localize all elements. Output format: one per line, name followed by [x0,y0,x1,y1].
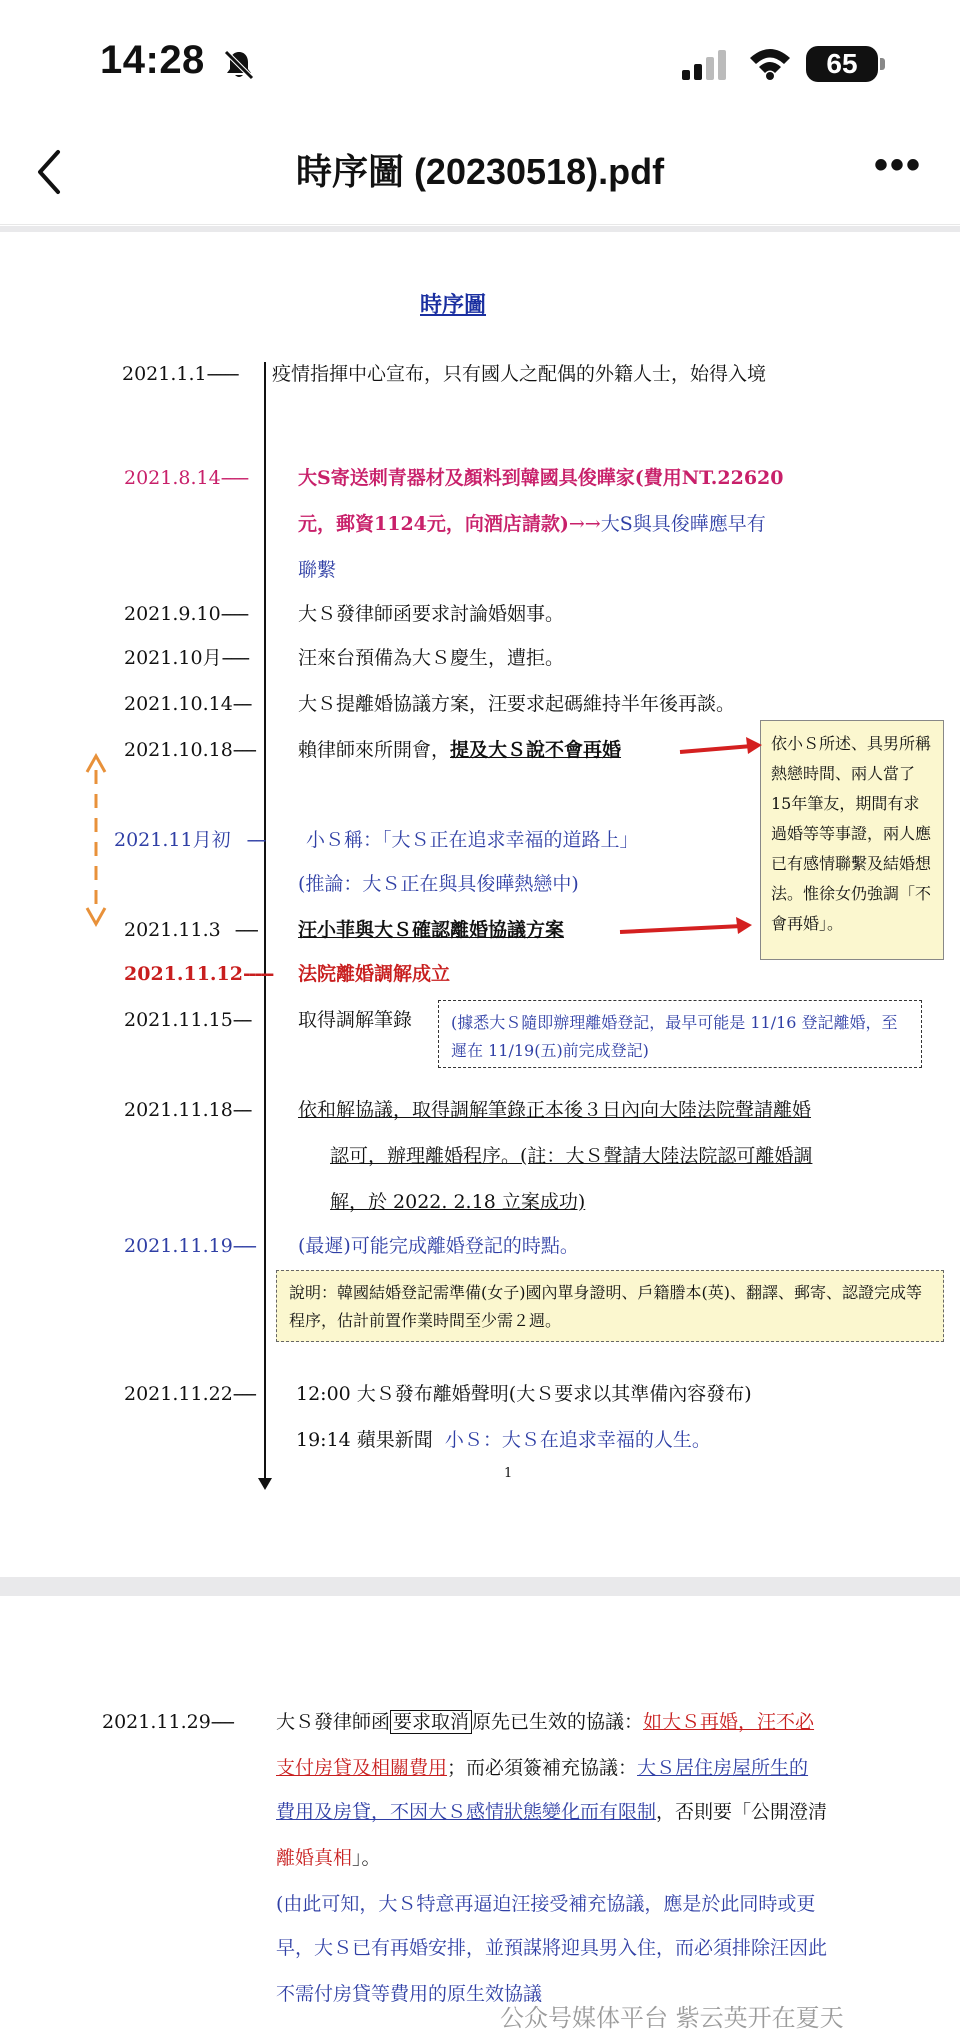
timeline-date: 2021.9.10------ [124,603,248,625]
timeline-axis [264,362,266,1482]
back-chevron-icon[interactable] [30,144,70,200]
timeline-date: 2021.8.14------ [124,467,248,489]
timeline-event-line: 聯繫 [298,559,337,581]
battery-tip [880,58,885,70]
timeline-event-line: (由此可知，大Ｓ特意再逼迫汪接受補充協議，應是於此同時或更 [276,1893,816,1915]
timeline-event: 大Ｓ發律師函要求討論婚姻事。 [298,603,565,625]
double-arrow-icon: →→ [568,513,601,535]
wifi-icon [748,46,792,80]
timeline-date: 2021.11月初 ---- [114,829,265,851]
annotation-note-box: 依小Ｓ所述、具男所稱熱戀時間、兩人當了15年筆友，期間有求過婚等等事證，兩人應已有感情聯繫及結婚想法。惟徐女仍強調「不會再婚」。 [760,720,944,960]
status-bar [0,0,960,120]
timeline-event-line: 不需付房貸等費用的原生效協議 [276,1983,543,2005]
timeline-event: 大Ｓ發律師函 要求取消 原先已生效的協議：如大Ｓ再婚，汪不必 [276,1711,815,1733]
timeline-date: 2021.10.18----- [124,739,255,761]
nav-bar [0,120,960,225]
timeline-date: 2021.11.15---- [124,1009,251,1031]
explanation-box: 說明：韓國結婚登記需準備(女子)國內單身證明、戶籍謄本(英)、翻譯、郵寄、認證完成等程序，估計前置作業時間至少需２週。 [276,1270,944,1342]
doc-heading: 時序圖 [420,292,487,318]
battery-indicator: 65 [806,46,878,82]
timeline-event-line: 早，大Ｓ已有再婚安排，並預謀將迎具男入住，而必須排除汪因此 [276,1937,828,1959]
dashed-note-box: (據悉大Ｓ隨即辦理離婚登記，最早可能是 11/16 登記離婚，至遲在 11/19(五)前完成登記) [438,1000,922,1068]
timeline-event: 疫情指揮中心宣布，只有國人之配偶的外籍人士，始得入境 [272,363,767,385]
more-options-icon[interactable]: ••• [874,143,923,187]
timeline-date: 2021.11.12----- [124,963,273,985]
timeline-event: 取得調解筆錄 [298,1009,413,1031]
timeline-event: 汪來台預備為大Ｓ慶生，遭拒。 [298,647,565,669]
timeline-event-line: 19:14 蘋果新聞 小Ｓ：大Ｓ在追求幸福的人生。 [296,1429,711,1451]
timeline-date: 2021.11.22----- [124,1383,255,1405]
timeline-event: 小Ｓ稱：「大Ｓ正在追求幸福的道路上」 [306,829,639,851]
timeline-event: 大S寄送刺青器材及顏料到韓國具俊曄家(費用NT.22620 [298,467,784,489]
document-title: 時序圖 (20230518).pdf [295,151,665,192]
timeline-event: 法院離婚調解成立 [298,963,451,985]
timeline-arrow-head [258,1478,272,1490]
timeline-event: 12:00 大Ｓ發布離婚聲明(大Ｓ要求以其準備內容發布) [296,1383,752,1405]
timeline-event-line: 解，於 2022. 2.18 立案成功) [330,1191,586,1213]
watermark: 公众号媒体平台 紫云英开在夏天 [500,2004,844,2032]
bell-muted-icon [222,48,256,82]
timeline-event: 賴律師來所開會，提及大Ｓ說不會再婚 [298,739,622,761]
timeline-date: 2021.10月------ [124,647,249,669]
timeline-event-line: 離婚真相」。 [276,1847,381,1869]
cellular-signal-icon [680,50,730,80]
timeline-event-line: 費用及房貸，不因大Ｓ感情狀態變化而有限制，否則要「公開澄清 [276,1801,828,1823]
timeline-event: 大Ｓ提離婚協議方案，汪要求起碼維持半年後再談。 [298,693,736,715]
timeline-date: 2021.11.19----- [124,1235,255,1257]
status-time: 14:28 [100,38,205,82]
highlight-text: 提及大Ｓ說不會再婚 [450,739,622,761]
timeline-date: 2021.11.3 ----- [124,919,257,941]
highlight-text: 汪小菲與大Ｓ確認離婚協議方案 [298,919,565,941]
timeline-date: 2021.10.14---- [124,693,251,715]
timeline-date: 2021.1.1------- [122,363,238,385]
timeline-event-line: 支付房貸及相關費用；而必須簽補充協議：大Ｓ居住房屋所生的 [276,1757,809,1779]
timeline-date: 2021.11.29----- [102,1711,233,1733]
timeline-event-line: 認可，辦理離婚程序。(註：大Ｓ聲請大陸法院認可離婚調 [330,1145,813,1167]
timeline-date: 2021.11.18---- [124,1099,251,1121]
timeline-event: 依和解協議，取得調解筆錄正本後３日內向大陸法院聲請離婚 [298,1099,812,1121]
timeline-event-note: (推論：大Ｓ正在與具俊曄熱戀中) [298,873,579,895]
timeline-event-line: 元，郵資1124元，向酒店請款)→→大S與具俊曄應早有 [298,513,766,535]
timeline-event: (最遲)可能完成離婚登記的時點。 [298,1235,579,1257]
page-number: 1 [504,1466,513,1481]
